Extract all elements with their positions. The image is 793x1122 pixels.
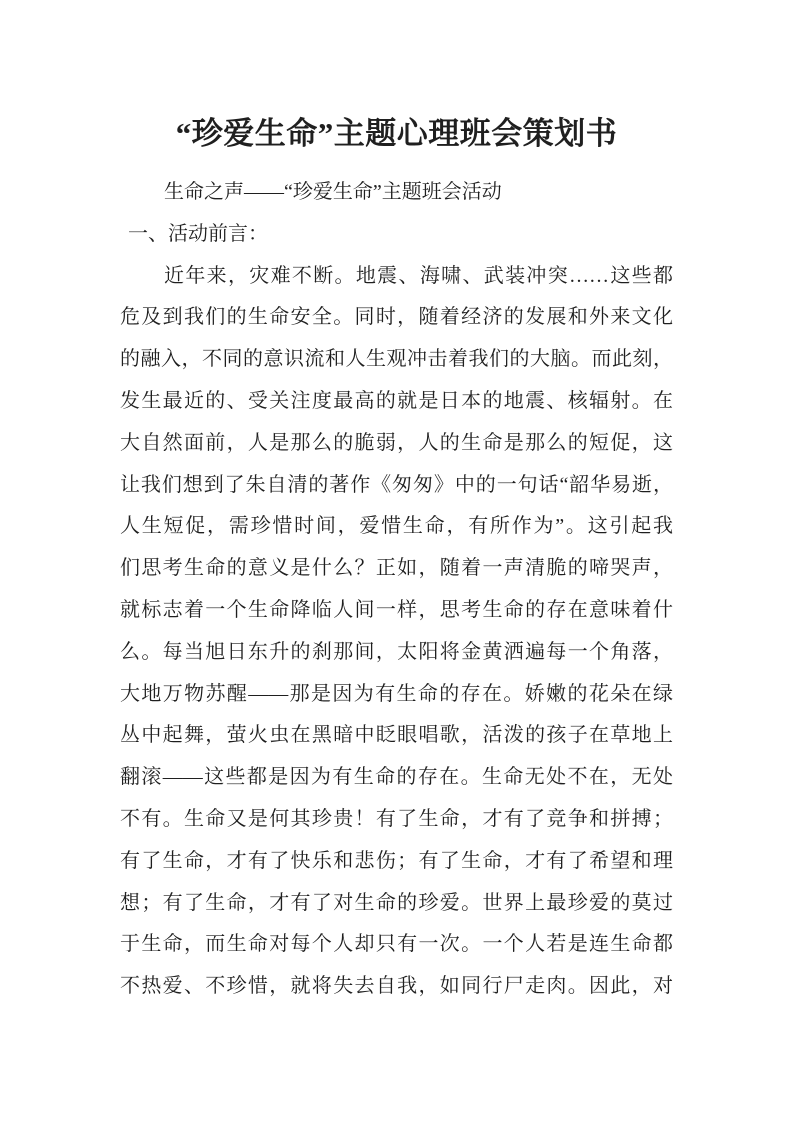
section-heading: 一、活动前言： xyxy=(128,222,268,245)
paragraph-line: 让我们想到了朱自清的著作《匆匆》中的一句话“韶华易逝， xyxy=(120,473,673,496)
paragraph-line: 不热爱、不珍惜，就将失去自我，如同行尸走肉。因此，对 xyxy=(120,975,673,998)
paragraph-line: 于生命，而生命对每个人却只有一次。一个人若是连生命都 xyxy=(120,933,673,956)
paragraph-line: 大自然面前，人是那么的脆弱，人的生命是那么的短促，这 xyxy=(120,431,673,454)
paragraph-line: 翻滚——这些都是因为有生命的存在。生命无处不在，无处 xyxy=(120,766,673,789)
paragraph-line: 有了生命，才有了快乐和悲伤；有了生命，才有了希望和理 xyxy=(120,849,673,872)
document-content xyxy=(120,0,673,1008)
paragraph-line: 丛中起舞，萤火虫在黑暗中眨眼唱歌，活泼的孩子在草地上 xyxy=(120,724,673,747)
paragraph-line: 们思考生命的意义是什么？正如，随着一声清脆的啼哭声， xyxy=(120,557,673,580)
paragraph-line: 的融入，不同的意识流和人生观冲击着我们的大脑。而此刻， xyxy=(120,348,673,371)
paragraph-line: 近年来，灾难不断。地震、海啸、武装冲突……这些都 xyxy=(164,264,673,287)
paragraph-line: 危及到我们的生命安全。同时，随着经济的发展和外来文化 xyxy=(120,306,673,329)
document-subtitle: 生命之声——“珍爱生命”主题班会活动 xyxy=(164,181,502,203)
paragraph-line: 么。每当旭日东升的刹那间，太阳将金黄洒遍每一个角落， xyxy=(120,640,673,663)
paragraph-line: 不有。生命又是何其珍贵！有了生命，才有了竞争和拼搏； xyxy=(120,807,673,830)
paragraph-line: 就标志着一个生命降临人间一样，思考生命的存在意味着什 xyxy=(120,598,673,621)
paragraph-line: 发生最近的、受关注度最高的就是日本的地震、核辐射。在 xyxy=(120,389,673,412)
document-title: “珍爱生命”主题心理班会策划书 xyxy=(175,116,618,151)
paragraph-line: 想；有了生命，才有了对生命的珍爱。世界上最珍爱的莫过 xyxy=(120,891,673,914)
paragraph-line: 大地万物苏醒——那是因为有生命的存在。娇嫩的花朵在绿 xyxy=(120,682,673,705)
paragraph-line: 人生短促，需珍惜时间，爱惜生命，有所作为”。这引起我 xyxy=(120,515,673,538)
